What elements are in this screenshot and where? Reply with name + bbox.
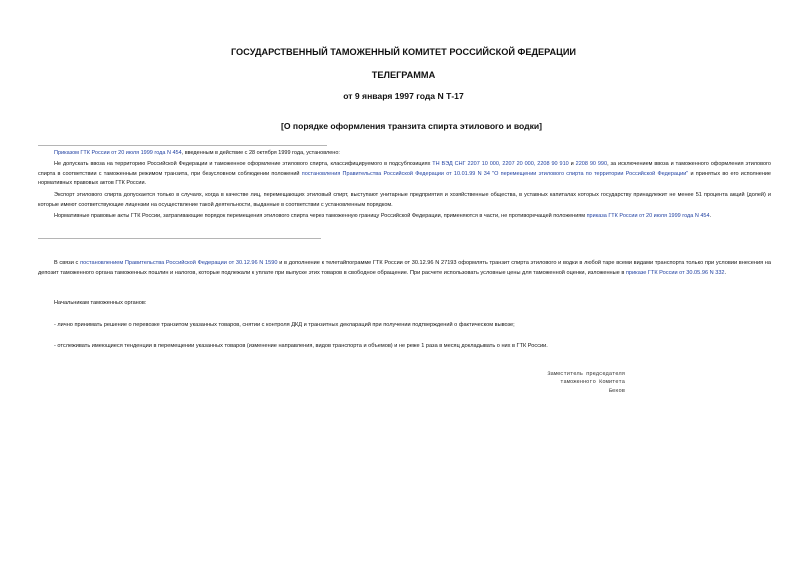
signature-block (500, 370, 625, 395)
preamble-paragraph-2 (38, 160, 771, 189)
divider-top (38, 145, 327, 146)
link-government-decree-34[interactable]: постановления Правительства Российской Федерации от 10.01.99 N 34 "О перемещении этилового спирта по территории Российской Федерации" (301, 170, 689, 177)
paragraph-text: . (724, 270, 727, 277)
issuing-organization: ГОСУДАРСТВЕННЫЙ ТАМОЖЕННЫЙ КОМИТЕТ РОССИЙСКОЙ ФЕДЕРАЦИИ (230, 47, 577, 57)
preamble-paragraph-3: Экспорт этилового спирта допускается только в случаях, когда в качестве лиц, перемещающих этиловый спирт, выступают унитарные предприятия и хозяйственные общества, в уставных капиталах которых государству принадлежит не менее 51 процента акций (долей) и которые имеют соответствующие лицензии на осуществление такой деятельности, выданные в соответствии с установленным порядком. (38, 192, 771, 208)
paragraph-text: и в дополнение к телетайпограмме ГТК России от 30.12.96 N 27193 оформлять транзит спирта этилового и водки в любой таре всеми видами транспорта только при условии внесения на депозит таможенного органа таможенных пошлин и налогов, которые подлежали к уплате при выпуске этих товаров в свободное обращение. При расчете использовать условные цены для таможенной оценки, изложенные в (38, 260, 771, 277)
preamble-paragraph-1 (38, 149, 771, 159)
paragraph-text: Нормативные правовые акты ГТК России, затрагивающие порядок перемещения этилового спирта через таможенную границу Российской Федерации, применяются в части, не противоречащей положениям (54, 213, 587, 219)
link-order-454-ref[interactable]: приказа ГТК России от 20 июля 1999 года N 454 (586, 213, 710, 219)
link-tn-ved-2208[interactable]: 2208 90 990 (575, 161, 608, 167)
signatory-name: Беков (608, 387, 625, 394)
document-type: ТЕЛЕГРАММА (371, 70, 436, 80)
paragraph-text: и принятых во его исполнение нормативных правовых актов ГТК России. (38, 170, 771, 187)
divider-bottom (38, 238, 321, 239)
preamble-text: , введенным в действие с 28 октября 1999 года, установлено: (181, 150, 340, 156)
link-order-454[interactable]: Приказом ГТК России от 20 июля 1999 года N 454 (54, 150, 182, 156)
paragraph-text: В связи с (54, 260, 81, 266)
signatory-title-1: Заместитель председателя (547, 371, 625, 377)
paragraph-text: , за исключением ввоза и таможенного оформления этилового спирта в соответствии с таможенным режимом транзита, при безусловном соблюдении положений (38, 161, 771, 177)
paragraph-text: . (709, 213, 712, 219)
instruction-item-2: - отслеживать имеющиеся тенденции в перемещении указанных товаров (изменение направления, видов транспорта и объемов) и не реже 1 раза в месяц докладывать о них в ГТК России. (54, 343, 548, 349)
instruction-item-1: - лично принимать решение о перевозке транзитом указанных товаров, снятии с контроля ДКД и транзитных деклараций при получении подтверждений о фактическом вывозе; (54, 322, 515, 328)
signatory-title-2: таможенного Комитета (560, 379, 625, 386)
document-date-number: от 9 января 1997 года N Т-17 (343, 91, 464, 101)
link-government-decree-1590[interactable]: постановлением Правительства Российской Федерации от 30.12.96 N 1590 (80, 260, 278, 266)
paragraph-text: Не допускать ввоза на территорию Российской Федерации и таможенное оформление этилового спирта, классифицируемого в подсубпозициях (54, 161, 433, 167)
link-order-332[interactable]: приказе ГТК России от 30.05.96 N 332 (625, 270, 725, 277)
addressee: Начальникам таможенных органов: (54, 300, 147, 306)
preamble-paragraph-4 (38, 212, 771, 222)
main-paragraph (38, 258, 771, 279)
paragraph-text: и (568, 161, 576, 167)
link-tn-ved-codes[interactable]: ТН ВЭД СНГ 2207 10 000, 2207 20 000, 2208 90 910 (432, 161, 569, 167)
document-subject: [О порядке оформления транзита спирта этилового и водки] (280, 121, 543, 131)
